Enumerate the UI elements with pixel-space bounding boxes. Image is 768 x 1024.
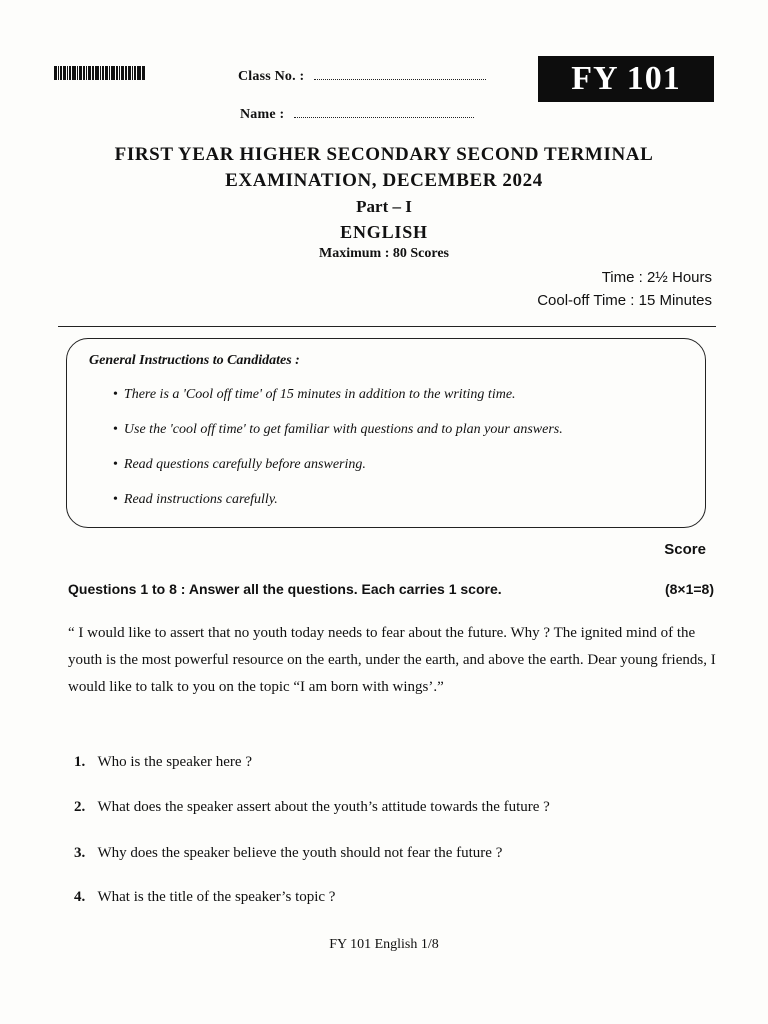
instructions-heading: General Instructions to Candidates :	[89, 353, 300, 368]
paper-code-box	[538, 56, 714, 102]
passage-text: “ I would like to assert that no youth today needs to fear about the future. Why ? The ignited mind of the youth is the most powerful resource on the earth, under the earth, and above the earth. Dear young friends, I would like to talk to you on the topic “I am born with wings’.”	[68, 625, 716, 695]
question-item	[74, 754, 252, 771]
question-text: Who is the speaker here ?	[97, 754, 252, 770]
name-field	[240, 106, 474, 123]
instruction-item: • Use the 'cool off time' to get familiar with questions and to plan your answers.	[113, 422, 563, 437]
bullet-icon: •	[113, 492, 118, 507]
class-no-label: Class No. :	[238, 69, 305, 84]
name-label: Name :	[240, 107, 285, 122]
question-text: What is the title of the speaker’s topic ?	[97, 889, 336, 905]
paper-code: FY 101	[571, 60, 681, 97]
question-text: What does the speaker assert about the youth’s attitude towards the future ?	[97, 799, 550, 815]
exam-time: Time : 2½ Hours	[601, 269, 712, 286]
page-footer: FY 101 English 1/8	[329, 937, 439, 952]
exam-title-line2: EXAMINATION, DECEMBER 2024	[225, 170, 543, 191]
question-item	[74, 799, 550, 816]
bullet-icon: •	[113, 387, 118, 402]
name-blank	[294, 106, 474, 118]
bullet-icon: •	[113, 457, 118, 472]
class-no-blank	[314, 68, 486, 80]
cool-off-time: Cool-off Time : 15 Minutes	[537, 292, 712, 309]
exam-part: Part – I	[356, 197, 412, 216]
instruction-item: • There is a 'Cool off time' of 15 minutes in addition to the writing time.	[113, 387, 516, 402]
question-number: 1.	[74, 754, 86, 770]
question-text: Why does the speaker believe the youth should not fear the future ?	[97, 845, 503, 861]
question-item	[74, 889, 335, 906]
divider	[58, 326, 716, 327]
exam-title-line1: FIRST YEAR HIGHER SECONDARY SECOND TERMINAL	[114, 144, 654, 165]
bullet-icon: •	[113, 422, 118, 437]
question-number: 3.	[74, 845, 86, 861]
section-marks: (8×1=8)	[664, 581, 714, 597]
instructions-box	[66, 338, 706, 528]
instruction-item: • Read instructions carefully.	[113, 492, 278, 507]
question-number: 2.	[74, 799, 86, 815]
question-item	[74, 845, 502, 862]
exam-subject: ENGLISH	[340, 222, 428, 242]
class-no-field	[238, 68, 486, 85]
max-scores: Maximum : 80 Scores	[319, 246, 449, 261]
question-number: 4.	[74, 889, 86, 905]
instruction-item: • Read questions carefully before answering.	[113, 457, 366, 472]
barcode	[54, 66, 160, 80]
score-column-label: Score	[664, 541, 706, 558]
section-heading: Questions 1 to 8 : Answer all the questions. Each carries 1 score.	[68, 581, 502, 597]
